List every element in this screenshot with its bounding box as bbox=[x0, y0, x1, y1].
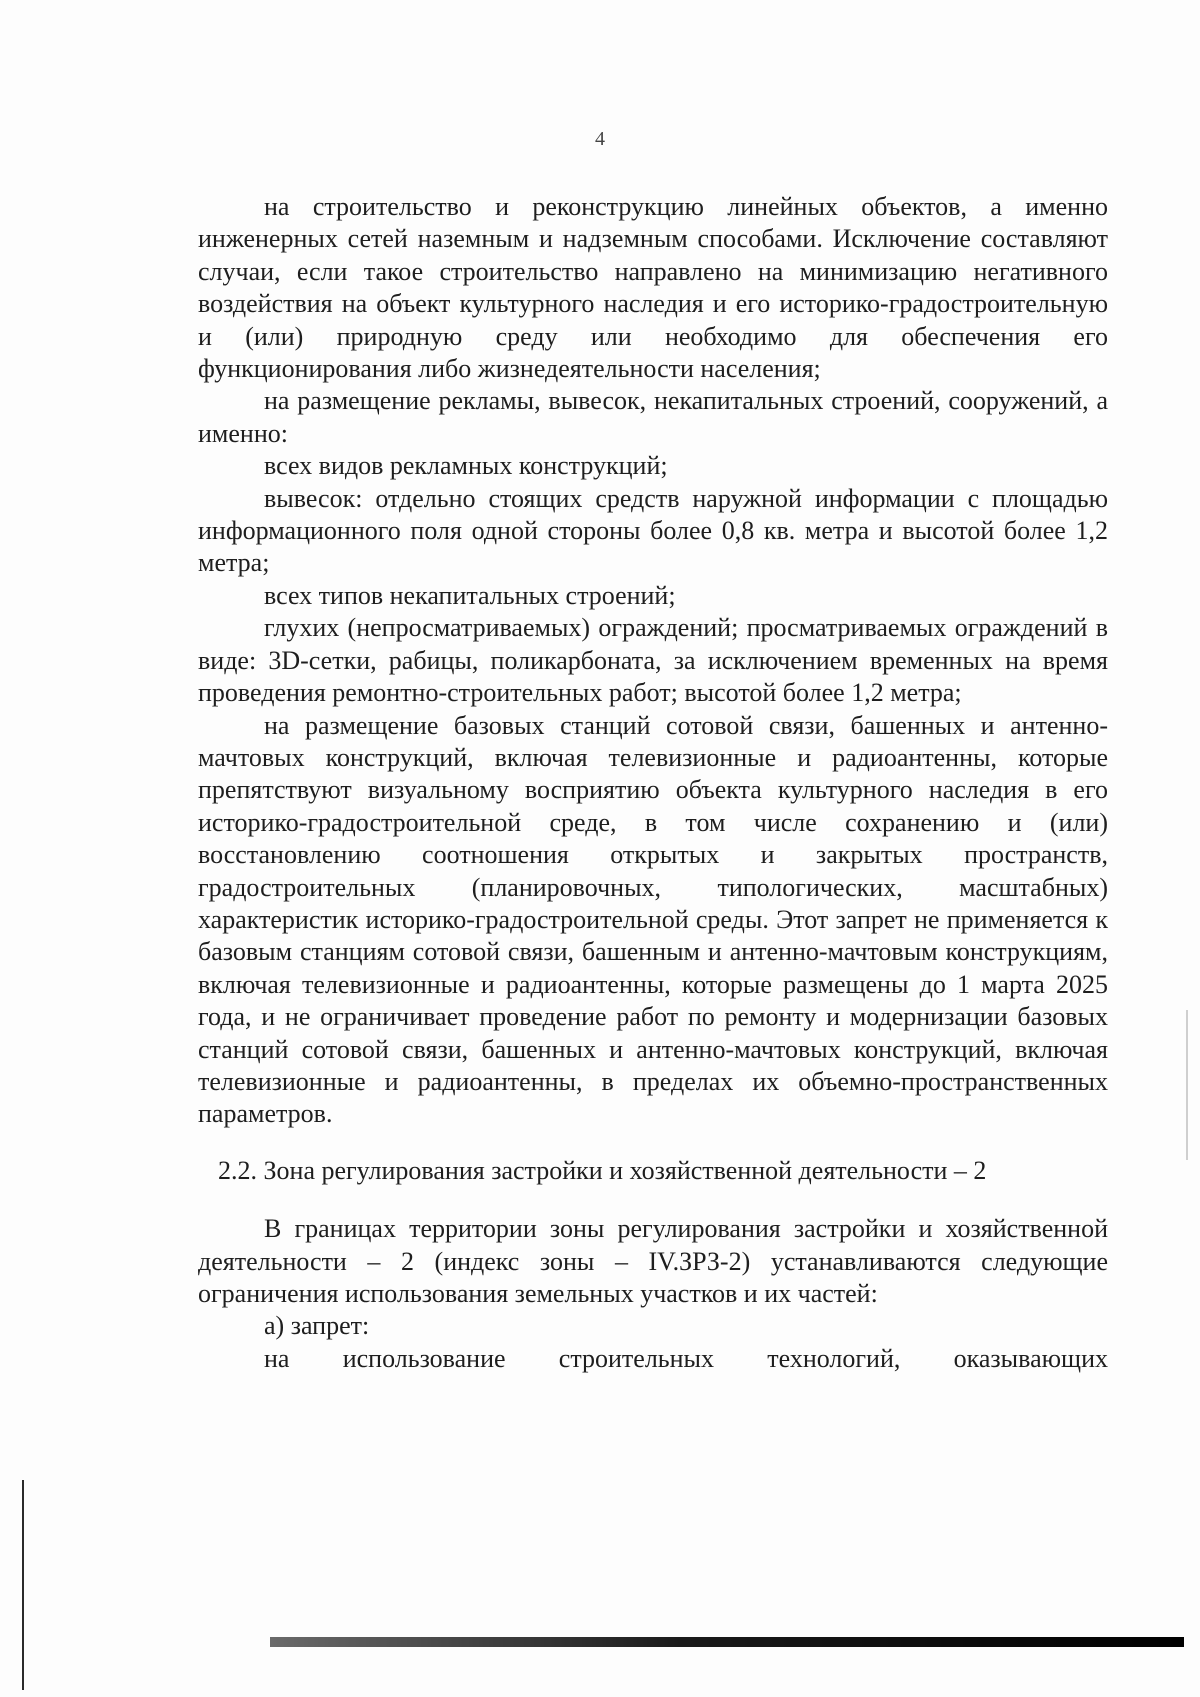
section-heading: 2.2. Зона регулирования застройки и хозяйственной деятельности – 2 bbox=[218, 1155, 987, 1185]
paragraph-ad-structures: всех видов рекламных конструкций; bbox=[264, 451, 668, 481]
document-body bbox=[198, 191, 1108, 1375]
paragraph-cell-stations: на размещение базовых станций сотовой связи, башенных и антенно-мачтовых конструкций, включая телевизионные и радиоантенны, которые препятствуют визуальному восприятию объекта культурного наследия в его историко-градостроительной среде, в том числе сохранению и (или) восстановлению соотношения открытых и закрытых пространств, градостроительных (планировочных, типологических, масштабных) характеристик историко-градостроительной среды. Этот запрет не применяется к базовым станциям сотовой связи, башенным и антенно-мачтовым конструкциям, включая телевизионные и радиоантенны, которые размещены до 1 марта 2025 года, и не ограничивает проведение работ по ремонту и модернизации базовых станций сотовой связи, башенных и антенно-мачтовых конструкций, включая телевизионные и радиоантенны, в пределах их объемно-пространственных параметров. bbox=[198, 710, 1108, 1129]
paragraph-zone-restrictions: В границах территории зоны регулирования застройки и хозяйственной деятельности – 2 (индекс зоны – IV.ЗРЗ-2) устанавливаются следующие ограничения использования земельных участков и их частей: bbox=[198, 1214, 1108, 1308]
scan-bottom-bar bbox=[270, 1637, 1184, 1647]
paragraph-advertising: на размещение рекламы, вывесок, некапитальных строений, сооружений, а именно: bbox=[198, 386, 1108, 448]
scan-edge-line-right bbox=[1186, 1010, 1188, 1160]
paragraph-prohibition-label: а) запрет: bbox=[264, 1311, 370, 1341]
paragraph-signs: вывесок: отдельно стоящих средств наружной информации с площадью информационного поля одной стороны более 0,8 кв. метра и высотой более 1,2 метра; bbox=[198, 483, 1108, 578]
page-number: 4 bbox=[595, 128, 605, 150]
paragraph-linear-objects: на строительство и реконструкцию линейных объектов, а именно инженерных сетей наземным и надземным способами. Исключение составляют случаи, если такое строительство направлено на минимизацию негативного воздействия на объект культурного наследия и его историко-градостроительную и (или) природную среду или необходимо для обеспечения его функционирования либо жизнедеятельности населения; bbox=[198, 192, 1108, 384]
paragraph-temporary-buildings: всех типов некапитальных строений; bbox=[264, 580, 676, 610]
scan-edge-line-left bbox=[22, 1480, 24, 1690]
paragraph-construction-tech: на использование строительных технологий, оказывающих bbox=[264, 1343, 1108, 1373]
paragraph-fences: глухих (непросматриваемых) ограждений; просматриваемых ограждений в виде: 3D-сетки, рабицы, поликарбоната, за исключением временных на время проведения ремонтно-строительных работ; высотой более 1,2 метра; bbox=[198, 613, 1108, 708]
